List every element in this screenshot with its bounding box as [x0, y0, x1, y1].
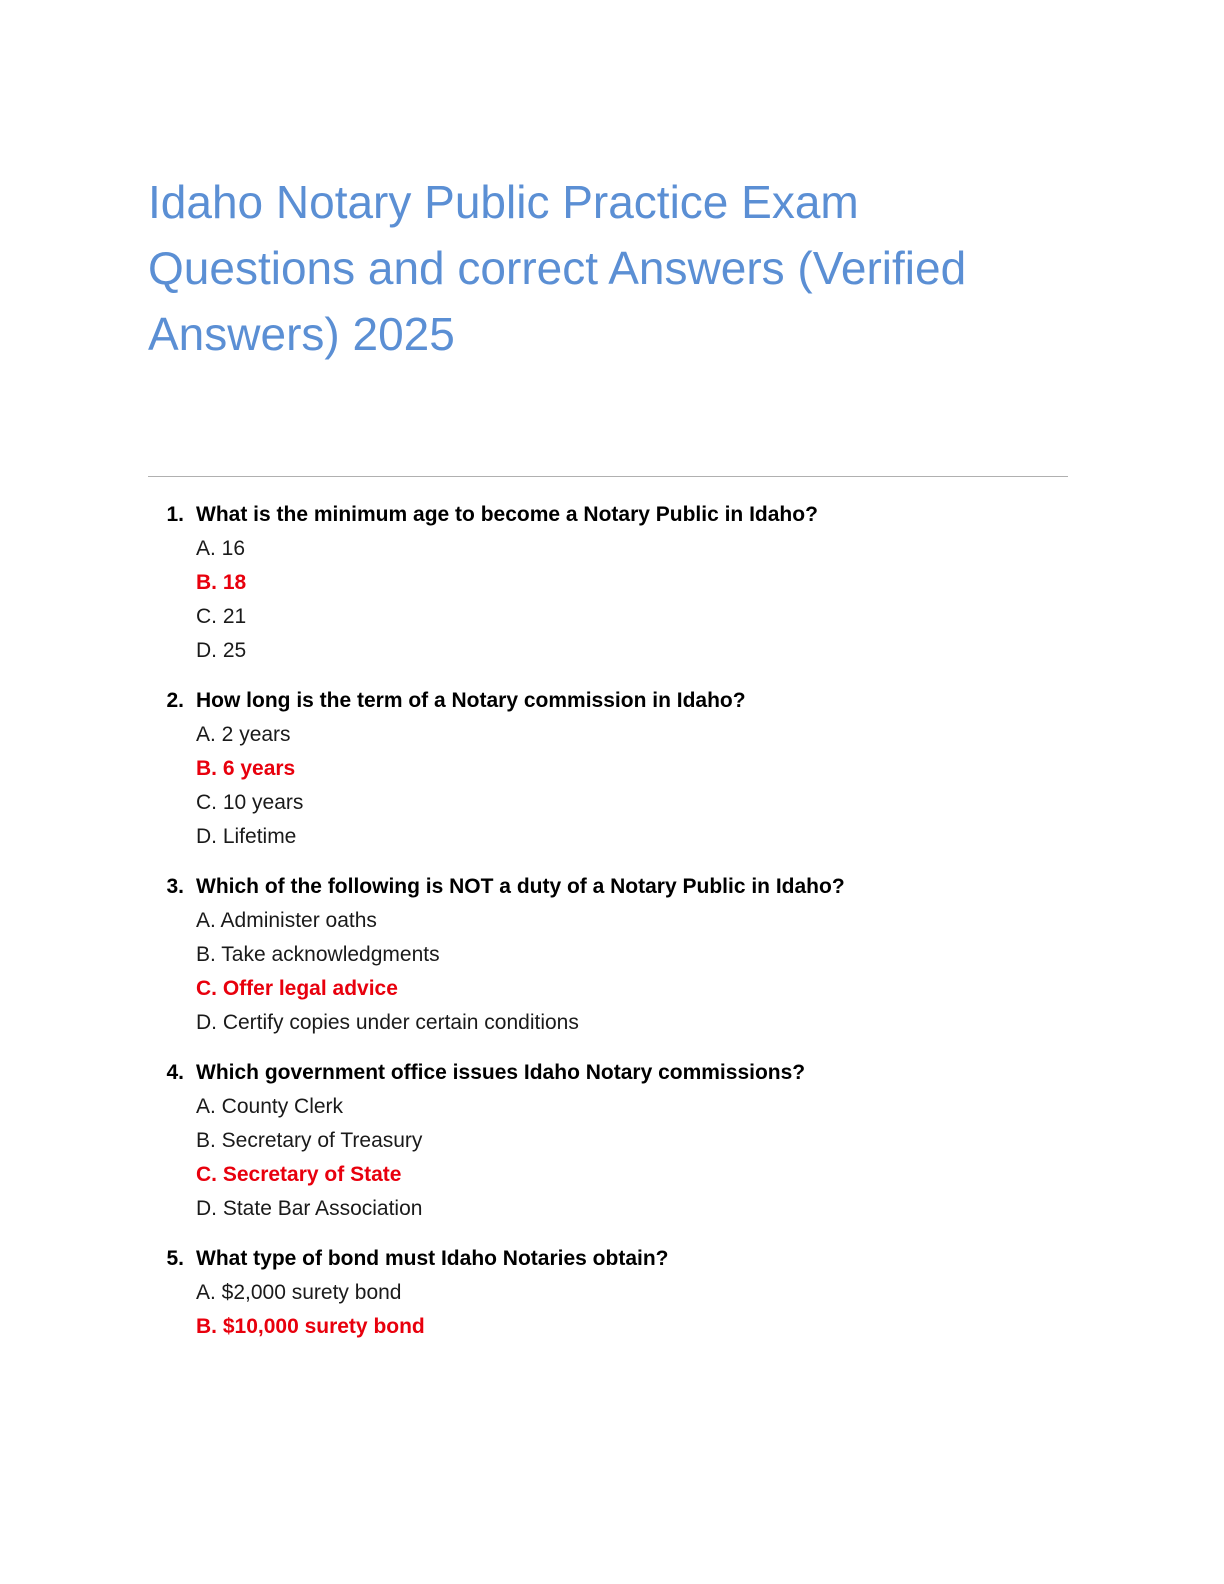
answer-option: A. 2 years	[196, 723, 291, 746]
question-number: 1.	[166, 503, 184, 526]
question-text: What type of bond must Idaho Notaries obtain?	[196, 1247, 669, 1270]
answer-option: A. Administer oaths	[196, 909, 377, 932]
question-body	[196, 870, 1078, 1040]
question-text: What is the minimum age to become a Notary Public in Idaho?	[196, 503, 818, 526]
answer-option: D. State Bar Association	[196, 1197, 423, 1220]
answer-option-correct: B. 6 years	[196, 757, 296, 780]
answer-option: C. 10 years	[196, 791, 304, 814]
question-number: 2.	[166, 689, 184, 712]
answer-option: D. Certify copies under certain conditions	[196, 1011, 579, 1034]
question-item	[148, 1242, 1078, 1344]
question-list	[148, 498, 1078, 1360]
question-number: 4.	[166, 1061, 184, 1084]
question-item	[148, 684, 1078, 854]
question-item	[148, 870, 1078, 1040]
question-body	[196, 684, 1078, 854]
question-text: Which government office issues Idaho Notary commissions?	[196, 1061, 806, 1084]
answer-option: A. $2,000 surety bond	[196, 1281, 402, 1304]
answer-option: B. Secretary of Treasury	[196, 1129, 423, 1152]
answer-option: D. Lifetime	[196, 825, 297, 848]
answer-option-correct: C. Secretary of State	[196, 1163, 402, 1186]
question-body	[196, 1242, 1078, 1344]
question-body	[196, 1056, 1078, 1226]
answer-option: A. County Clerk	[196, 1095, 344, 1118]
answer-option-correct: C. Offer legal advice	[196, 977, 398, 1000]
answer-option: C. 21	[196, 605, 247, 628]
question-item	[148, 1056, 1078, 1226]
question-number: 5.	[166, 1247, 184, 1270]
question-text: How long is the term of a Notary commission in Idaho?	[196, 689, 746, 712]
question-number: 3.	[166, 875, 184, 898]
answer-option: A. 16	[196, 537, 246, 560]
question-text: Which of the following is NOT a duty of a Notary Public in Idaho?	[196, 875, 845, 898]
answer-option-correct: B. 18	[196, 571, 247, 594]
question-body	[196, 498, 1078, 668]
answer-option-correct: B. $10,000 surety bond	[196, 1315, 425, 1338]
question-item	[148, 498, 1078, 668]
answer-option: D. 25	[196, 639, 247, 662]
horizontal-rule	[148, 476, 1068, 477]
answer-option: B. Take acknowledgments	[196, 943, 440, 966]
page-title: Idaho Notary Public Practice Exam Questions and correct Answers (Verified Answers) 2025	[148, 175, 967, 360]
